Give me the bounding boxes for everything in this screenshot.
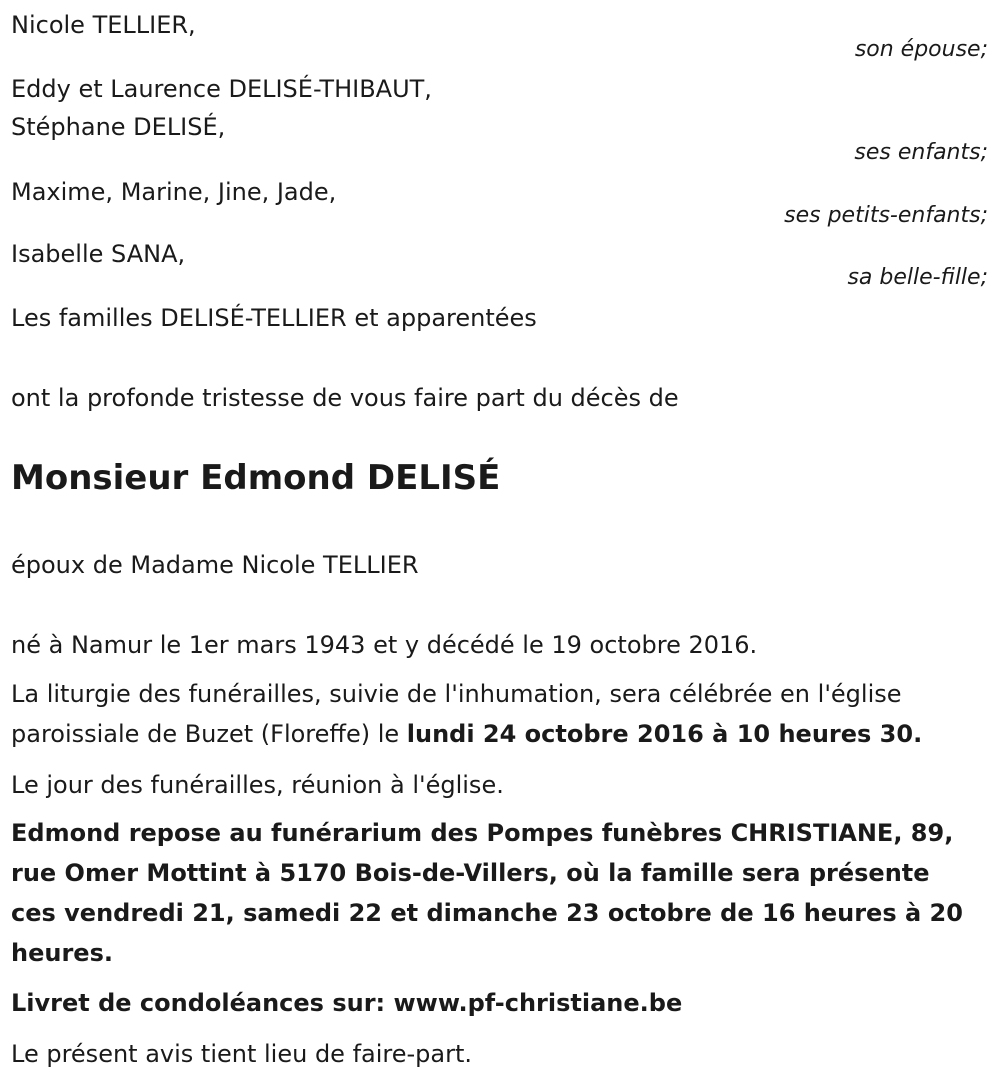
family-name-line: Stéphane DELISÉ, <box>11 113 226 141</box>
relation-label: ses enfants; <box>854 140 988 165</box>
liturgy-place: paroissiale de Buzet (Floreffe) le <box>11 720 407 748</box>
deceased-name: Monsieur Edmond DELISÉ <box>11 458 501 498</box>
family-name-line: Maxime, Marine, Jine, Jade, <box>11 178 337 206</box>
relation-label: ses petits-enfants; <box>784 203 988 228</box>
liturgy-date: lundi 24 octobre 2016 à 10 heures 30. <box>406 720 923 748</box>
closing-line: Le présent avis tient lieu de faire-part. <box>11 1040 473 1068</box>
family-name-line: Nicole TELLIER, <box>11 11 196 39</box>
family-name-line: Isabelle SANA, <box>11 240 186 268</box>
liturgy-line-1: La liturgie des funérailles, suivie de l'inhumation, sera célébrée en l'église <box>11 680 902 708</box>
condolences-line: Livret de condoléances sur: www.pf-christiane.be <box>11 989 683 1017</box>
reunion-line: Le jour des funérailles, réunion à l'église. <box>11 771 504 799</box>
relation-label: son épouse; <box>854 37 988 62</box>
funerarium-line: Edmond repose au funérarium des Pompes funèbres CHRISTIANE, 89, <box>11 819 954 847</box>
families-line: Les familles DELISÉ-TELLIER et apparentées <box>11 304 537 332</box>
family-name-line: Eddy et Laurence DELISÉ-THIBAUT, <box>11 75 432 103</box>
birth-death-line: né à Namur le 1er mars 1943 et y décédé le 19 octobre 2016. <box>11 631 758 659</box>
liturgy-line-2 <box>11 719 922 749</box>
relation-label: sa belle-fille; <box>847 265 988 290</box>
funerarium-line: ces vendredi 21, samedi 22 et dimanche 23 octobre de 16 heures à 20 <box>11 899 963 927</box>
spouse-line: époux de Madame Nicole TELLIER <box>11 551 419 579</box>
announcement-text: ont la profonde tristesse de vous faire part du décès de <box>11 384 679 412</box>
funerarium-line: heures. <box>11 939 113 967</box>
funerarium-line: rue Omer Mottint à 5170 Bois-de-Villers, où la famille sera présente <box>11 859 930 887</box>
